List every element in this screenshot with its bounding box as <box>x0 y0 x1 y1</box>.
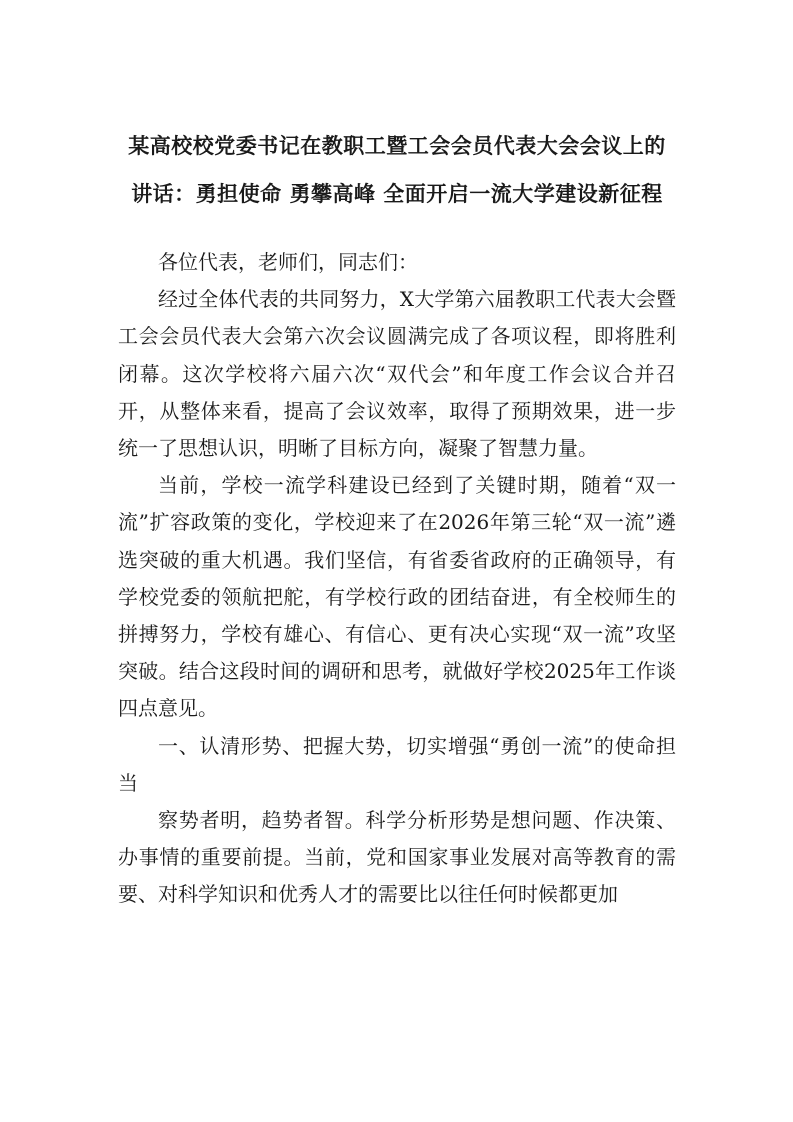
section-heading-1: 一、认清形势、把握大势，切实增强“勇创一流”的使命担当 <box>118 733 676 795</box>
salutation: 各位代表，老师们，同志们： <box>158 250 418 274</box>
paragraph-3: 察势者明，趋势者智。科学分析形势是想问题、作决策、办事情的重要前提。当前，党和国家事业发展对高等教育的需要、对科学知识和优秀人才的需要比以往任何时候都更加 <box>118 808 676 907</box>
document-title-line-1: 某高校校党委书记在教职工暨工会会员代表大会会议上的 <box>128 134 666 158</box>
document-body <box>118 244 676 914</box>
document-title-line-2: 讲话：勇担使命 勇攀高峰 全面开启一流大学建设新征程 <box>131 182 663 206</box>
paragraph-2: 当前，学校一流学科建设已经到了关键时期，随着“双一流”扩容政策的变化，学校迎来了在2026年第三轮“双一流”遴选突破的重大机遇。我们坚信，有省委省政府的正确领导，有学校党委的领航把舵，有学校行政的团结奋进，有全校师生的拼搏努力，学校有雄心、有信心、更有决心实现“双一流”攻坚突破。结合这段时间的调研和思考，就做好学校2025年工作谈四点意见。 <box>118 473 676 721</box>
paragraph-1: 经过全体代表的共同努力，X大学第六届教职工代表大会暨工会会员代表大会第六次会议圆满完成了各项议程，即将胜利闭幕。这次学校将六届六次“双代会”和年度工作会议合并召开，从整体来看，提高了会议效率，取得了预期效果，进一步统一了思想认识，明晰了目标方向，凝聚了智慧力量。 <box>118 287 676 461</box>
